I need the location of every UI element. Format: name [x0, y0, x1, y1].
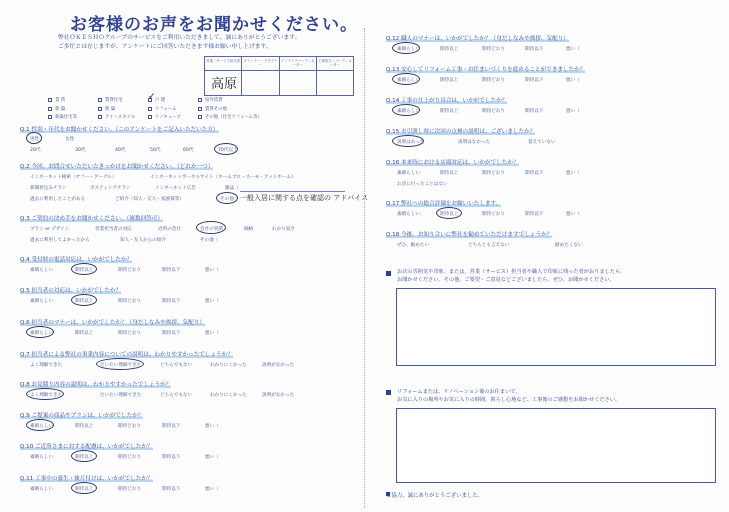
option[interactable]: 期待以上 — [75, 424, 94, 429]
question-label: Q.10 ご近所さまに対する配慮は、いかがでしたか？ — [20, 444, 153, 450]
bullet-square — [386, 390, 391, 395]
option[interactable]: その他（ — [220, 197, 239, 202]
option[interactable]: 会社の実績 — [200, 227, 223, 232]
survey-intro — [58, 34, 300, 52]
option[interactable]: 期待どおり — [482, 47, 505, 52]
option[interactable]: 男性 — [30, 137, 40, 142]
option[interactable]: 説明がなかった — [262, 363, 295, 368]
question-label: Q.12 職人のマナーは、いかがでしたか？（身だしなみや挨拶、気配り） — [386, 36, 569, 42]
prompt-line: お店の雰囲気や印象、または、営業（サービス）担当者や職人で印象に残った者がおりましたら、 — [397, 269, 626, 275]
staff-col-planner — [242, 57, 279, 95]
option[interactable]: 悪い（ — [566, 109, 580, 114]
property-label: アイ・スタイル — [105, 115, 136, 121]
answer-circle — [26, 419, 54, 431]
question-q6 — [20, 318, 205, 326]
option[interactable]: わかりにくかった — [210, 393, 247, 398]
option[interactable]: 期待以上 — [75, 331, 94, 336]
option[interactable]: 過去に利用してよかったから — [30, 238, 90, 243]
option[interactable]: 素晴らしい — [397, 78, 420, 83]
option[interactable]: 説明がなかった — [262, 393, 295, 398]
property-label: 賃貸住宅 — [105, 98, 123, 104]
staff-col-header: プランナー・デザイナー — [242, 57, 278, 71]
option[interactable]: 素晴らしい — [30, 299, 53, 304]
answer-circle — [71, 263, 97, 275]
option[interactable]: 期待以下 — [525, 171, 544, 176]
option[interactable]: 30代 — [75, 148, 86, 153]
question-label: Q.6 担当者のマナーは、いかがでしたか？（身だしなみや挨拶、気配り） — [20, 320, 205, 326]
option[interactable]: 期待どおり — [482, 78, 505, 83]
answer-circle — [392, 42, 420, 54]
answer-circle — [96, 358, 144, 370]
answer-circle — [26, 326, 54, 338]
option[interactable]: 悪い（ — [205, 424, 219, 429]
option[interactable]: 悪い（ — [205, 487, 219, 492]
answer-circle — [71, 450, 97, 462]
checkbox[interactable] — [48, 98, 52, 102]
option[interactable]: 知人・友人からの紹介 — [120, 238, 166, 243]
option[interactable]: よく理解できた — [30, 393, 63, 398]
question-q9 — [20, 411, 143, 419]
option[interactable]: 期待以下 — [162, 331, 181, 336]
option[interactable]: プラン or デザイン — [30, 227, 70, 232]
option[interactable]: 期待どおり — [118, 424, 141, 429]
question-q1 — [20, 125, 219, 133]
option[interactable]: インターネット検索（ヤフー・グーグル） — [30, 175, 117, 180]
prompt-line: お気に入りの場所やお気に入りの時間、暮らし心地など、工事後のご感想をお聞かせください。 — [397, 397, 621, 403]
option[interactable]: わかり易さ — [272, 227, 295, 232]
option[interactable]: 40代 — [115, 148, 126, 153]
option[interactable]: 素晴らしい — [30, 455, 53, 460]
question-q10 — [20, 442, 153, 450]
property-row — [48, 113, 278, 122]
option[interactable]: 60代 — [183, 148, 194, 153]
option[interactable]: 期待どおり — [482, 109, 505, 114]
option[interactable]: 期待どおり — [118, 299, 141, 304]
property-label: リフォーム — [155, 106, 177, 112]
question-q7 — [20, 350, 233, 358]
option[interactable]: 素晴らしい — [30, 424, 53, 429]
option[interactable]: 期待以下 — [525, 78, 544, 83]
option[interactable]: 期待どおり — [118, 331, 141, 336]
question-label: Q.14 工事の仕上がり具合は、いかがでしたか？ — [386, 98, 508, 104]
question-q13 — [386, 65, 585, 73]
question-q11 — [20, 474, 153, 482]
checkbox[interactable] — [148, 115, 152, 119]
option[interactable]: 50代 — [150, 148, 161, 153]
option[interactable]: 素晴らしい — [30, 268, 53, 273]
option[interactable]: 期待以上 — [440, 47, 459, 52]
option[interactable]: 素晴らしい — [397, 47, 420, 52]
option[interactable]: 悪い（ — [566, 212, 580, 217]
property-label: 新 築 — [105, 106, 116, 112]
option[interactable]: 新聞折込みチラシ — [30, 186, 67, 191]
option[interactable]: その他（ — [200, 238, 219, 243]
option[interactable]: 期待以下 — [162, 424, 181, 429]
option[interactable]: 覚えていない — [528, 140, 556, 145]
question-label: Q.3 ご契約の決め手をお聞かせください。（複数回答可） — [20, 216, 163, 222]
option[interactable]: 勧めたくない — [555, 243, 583, 248]
intro-line-1: 弊社ＯＫＥＳＨＯグループのサービスをご利用いただきまして、誠にありがとうございます。 — [58, 35, 301, 41]
option[interactable]: 素晴らしい — [30, 487, 53, 492]
option[interactable]: 素晴らしい — [397, 171, 420, 176]
staff-handwritten-name[interactable]: 高原 — [211, 77, 238, 92]
option[interactable]: 素晴らしい — [397, 109, 420, 114]
option[interactable]: ご紹介（知人・友人・家族様等） — [115, 197, 184, 202]
question-q12 — [386, 34, 569, 42]
prompt-line: お聞かせください。その他、ご要望・ご意見などございましたら、ぜひ、お聞かせください。 — [397, 277, 615, 283]
prompt-line: リフォームまたは、リノベーション後のお住まいで、 — [397, 389, 521, 395]
option[interactable]: 営業担当者の対応 — [95, 227, 132, 232]
option[interactable]: 過去に利用したことがある — [30, 197, 86, 202]
staff-col-construction — [317, 57, 353, 95]
answer-circle — [26, 388, 64, 400]
thanks-message: ご協力、誠にありがとうございました。 — [386, 493, 484, 499]
answer-circle — [216, 192, 238, 204]
question-q2 — [20, 162, 213, 170]
option[interactable]: だいたい理解できた — [100, 393, 142, 398]
option[interactable]: 期待以下 — [162, 487, 181, 492]
property-label: 戸 建 — [155, 98, 166, 104]
option[interactable]: 期待以上 — [440, 78, 459, 83]
option[interactable]: 期待以下 — [162, 455, 181, 460]
fill-line — [240, 191, 345, 192]
staff-col-header: 営業・サービス担当者 — [205, 57, 241, 71]
option[interactable]: 近所の会社 — [158, 227, 181, 232]
question-q15 — [386, 127, 535, 135]
option[interactable]: どちらでもない — [160, 363, 193, 368]
option[interactable]: どちらでもない — [160, 393, 193, 398]
question-label: Q.9 ご提案の商品やプランは、いかがでしたか？ — [20, 413, 144, 419]
question-label: Q.18 今後、お知り合いに弊社を勧めていただけますでしょうか？ — [386, 232, 553, 238]
option[interactable]: 期待以上 — [75, 299, 94, 304]
option[interactable]: 期待どおり — [118, 268, 141, 273]
checkbox[interactable] — [48, 107, 52, 111]
question-label: Q.13 安心してリフォーム工事・お住まいづくりを進めることができましたか？ — [386, 67, 586, 73]
option[interactable]: 素晴らしい — [397, 212, 420, 217]
option[interactable]: 期待以下 — [162, 299, 181, 304]
option[interactable]: わかりにくかった — [210, 363, 247, 368]
answer-circle — [392, 135, 424, 147]
answer-circle — [392, 104, 420, 116]
option[interactable]: よく理解できた — [30, 363, 63, 368]
question-label: Q.4 受付時の電話対応は、いかがでしたか？ — [20, 257, 133, 263]
comment-textarea-2[interactable] — [396, 408, 716, 483]
option[interactable]: 悪い（ — [566, 171, 580, 176]
option[interactable]: 悪い（ — [205, 331, 219, 336]
column-divider — [364, 28, 365, 508]
property-label: その他（住宅リフォーム等） — [205, 115, 262, 121]
option[interactable]: 期待どおり — [118, 487, 141, 492]
property-row — [48, 96, 278, 105]
question-q16 — [386, 158, 519, 166]
question-q8 — [20, 380, 171, 388]
option[interactable]: ポスティングチラシ — [90, 186, 131, 191]
checkbox[interactable] — [198, 107, 202, 111]
question-q18 — [386, 230, 552, 238]
checkbox[interactable] — [198, 115, 202, 119]
comment-prompt-1 — [397, 268, 625, 284]
option[interactable]: インターネット広告 — [155, 186, 196, 191]
option[interactable]: 説明はなかった — [458, 140, 491, 145]
property-label: 県外賃貸 — [205, 98, 223, 104]
checkbox[interactable] — [98, 107, 102, 111]
option[interactable]: 期待以下 — [525, 47, 544, 52]
option[interactable]: 期待以下 — [525, 212, 544, 217]
option[interactable]: 悪い（ — [205, 268, 219, 273]
property-label: 賃 貸 — [55, 98, 66, 104]
option[interactable]: 期待どおり — [482, 171, 505, 176]
option[interactable]: ぜひ、勧めたい — [397, 243, 429, 248]
option[interactable]: だいたい理解できた — [100, 363, 142, 368]
option[interactable]: 価格 — [244, 227, 254, 232]
property-label: 新 築 — [55, 106, 66, 112]
option[interactable]: 期待以下 — [162, 268, 181, 273]
checkbox[interactable] — [98, 115, 102, 119]
answer-circle — [71, 482, 97, 494]
question-label: Q.16 本来時における店頭対応は、いかがでしたか？ — [386, 160, 519, 166]
question-q3 — [20, 214, 163, 222]
option[interactable]: 悪い（ — [205, 299, 219, 304]
property-label: 新築住宅等 — [55, 115, 77, 121]
comment-prompt-2 — [397, 388, 620, 404]
question-label: Q.15 お引渡し時に次回の点検の説明は、ございましたか？ — [386, 129, 536, 135]
option[interactable]: どちらとも言えない — [468, 243, 510, 248]
option[interactable]: 20代 — [30, 148, 41, 153]
question-label: Q.1 性別・年代をお聞かせください。（このアンケートをご記入いただいた方） — [20, 127, 219, 133]
check-mark: ✓ — [148, 92, 156, 102]
survey-title: お客様のお声をお聞かせください。 — [70, 15, 358, 35]
answer-circle — [196, 221, 226, 234]
staff-col-header: インテリアコーディネーター — [280, 57, 316, 71]
option[interactable]: お店に行ったことはない — [397, 182, 448, 187]
question-label: Q.7 担当者による弊社の事業内容についての説明は、わかりやすかったでしょうか？ — [20, 352, 233, 358]
question-q14 — [386, 96, 507, 104]
option[interactable]: 悪い（ — [566, 78, 580, 83]
staff-col-header: 工事担当・コーディネーター — [317, 57, 353, 71]
question-label: Q.17 弊社への総合評価をお願いいたします。 — [386, 201, 502, 207]
option[interactable]: 悪い（ — [566, 47, 580, 52]
option[interactable]: 説明はあった — [397, 140, 425, 145]
property-row — [48, 105, 278, 114]
option[interactable]: 期待どおり — [482, 212, 505, 217]
checkbox[interactable] — [198, 98, 202, 102]
option[interactable]: 期待以下 — [525, 109, 544, 114]
answer-circle — [71, 294, 97, 306]
option[interactable]: 雑誌（ — [225, 186, 239, 191]
option[interactable]: 女性 — [65, 137, 75, 142]
bullet-square — [386, 271, 391, 276]
checkbox[interactable] — [48, 115, 52, 119]
checkbox[interactable] — [148, 107, 152, 111]
option[interactable]: 悪い（ — [205, 455, 219, 460]
question-q17 — [386, 199, 501, 207]
intro-line-2: ご多忙とは存じますが、アンケートにご回答いただきます様お願い申し上げます。 — [58, 44, 272, 50]
option[interactable]: 素晴らしい — [30, 331, 53, 336]
staff-col-interior — [280, 57, 317, 95]
option[interactable]: 期待以上 — [75, 268, 94, 273]
option[interactable]: インターネットポータルサイト（ホームプロ・スーモ・アットホーム） — [150, 175, 296, 180]
comment-textarea-1[interactable] — [396, 288, 716, 366]
answer-circle — [26, 132, 42, 144]
property-label: リノキューブ — [155, 115, 181, 121]
option[interactable]: 期待以上 — [440, 109, 459, 114]
option[interactable]: 期待どおり — [118, 455, 141, 460]
option[interactable]: 70代以上 — [218, 148, 238, 153]
answer-circle — [436, 207, 462, 219]
question-label: Q.5 担当者の対応は、いかがでしたか？ — [20, 288, 122, 294]
checkbox[interactable] — [98, 98, 102, 102]
option[interactable]: 期待以上 — [440, 212, 459, 217]
answer-circle — [392, 73, 420, 85]
question-q4 — [20, 255, 132, 263]
answer-circle — [214, 143, 238, 155]
handwritten-answer[interactable]: 一般入居に関する点を確認の アドバイス — [240, 194, 369, 202]
question-label: Q.2 今回、お問合せいただいたきっかけをお聞かせください。（どれか一つ） — [20, 164, 214, 170]
option[interactable]: 期待以上 — [75, 455, 94, 460]
question-q5 — [20, 286, 121, 294]
property-type-grid — [48, 96, 278, 122]
property-label: 賃貸その他 — [205, 106, 227, 112]
option[interactable]: 期待以上 — [75, 487, 94, 492]
question-label: Q.11 工事中の養生・後片付けは、いかがでしたか？ — [20, 476, 153, 482]
question-label: Q.8 お見積り内容の説明は、わかりやすかったでしょうか？ — [20, 382, 172, 388]
option[interactable]: 期待以上 — [440, 171, 459, 176]
